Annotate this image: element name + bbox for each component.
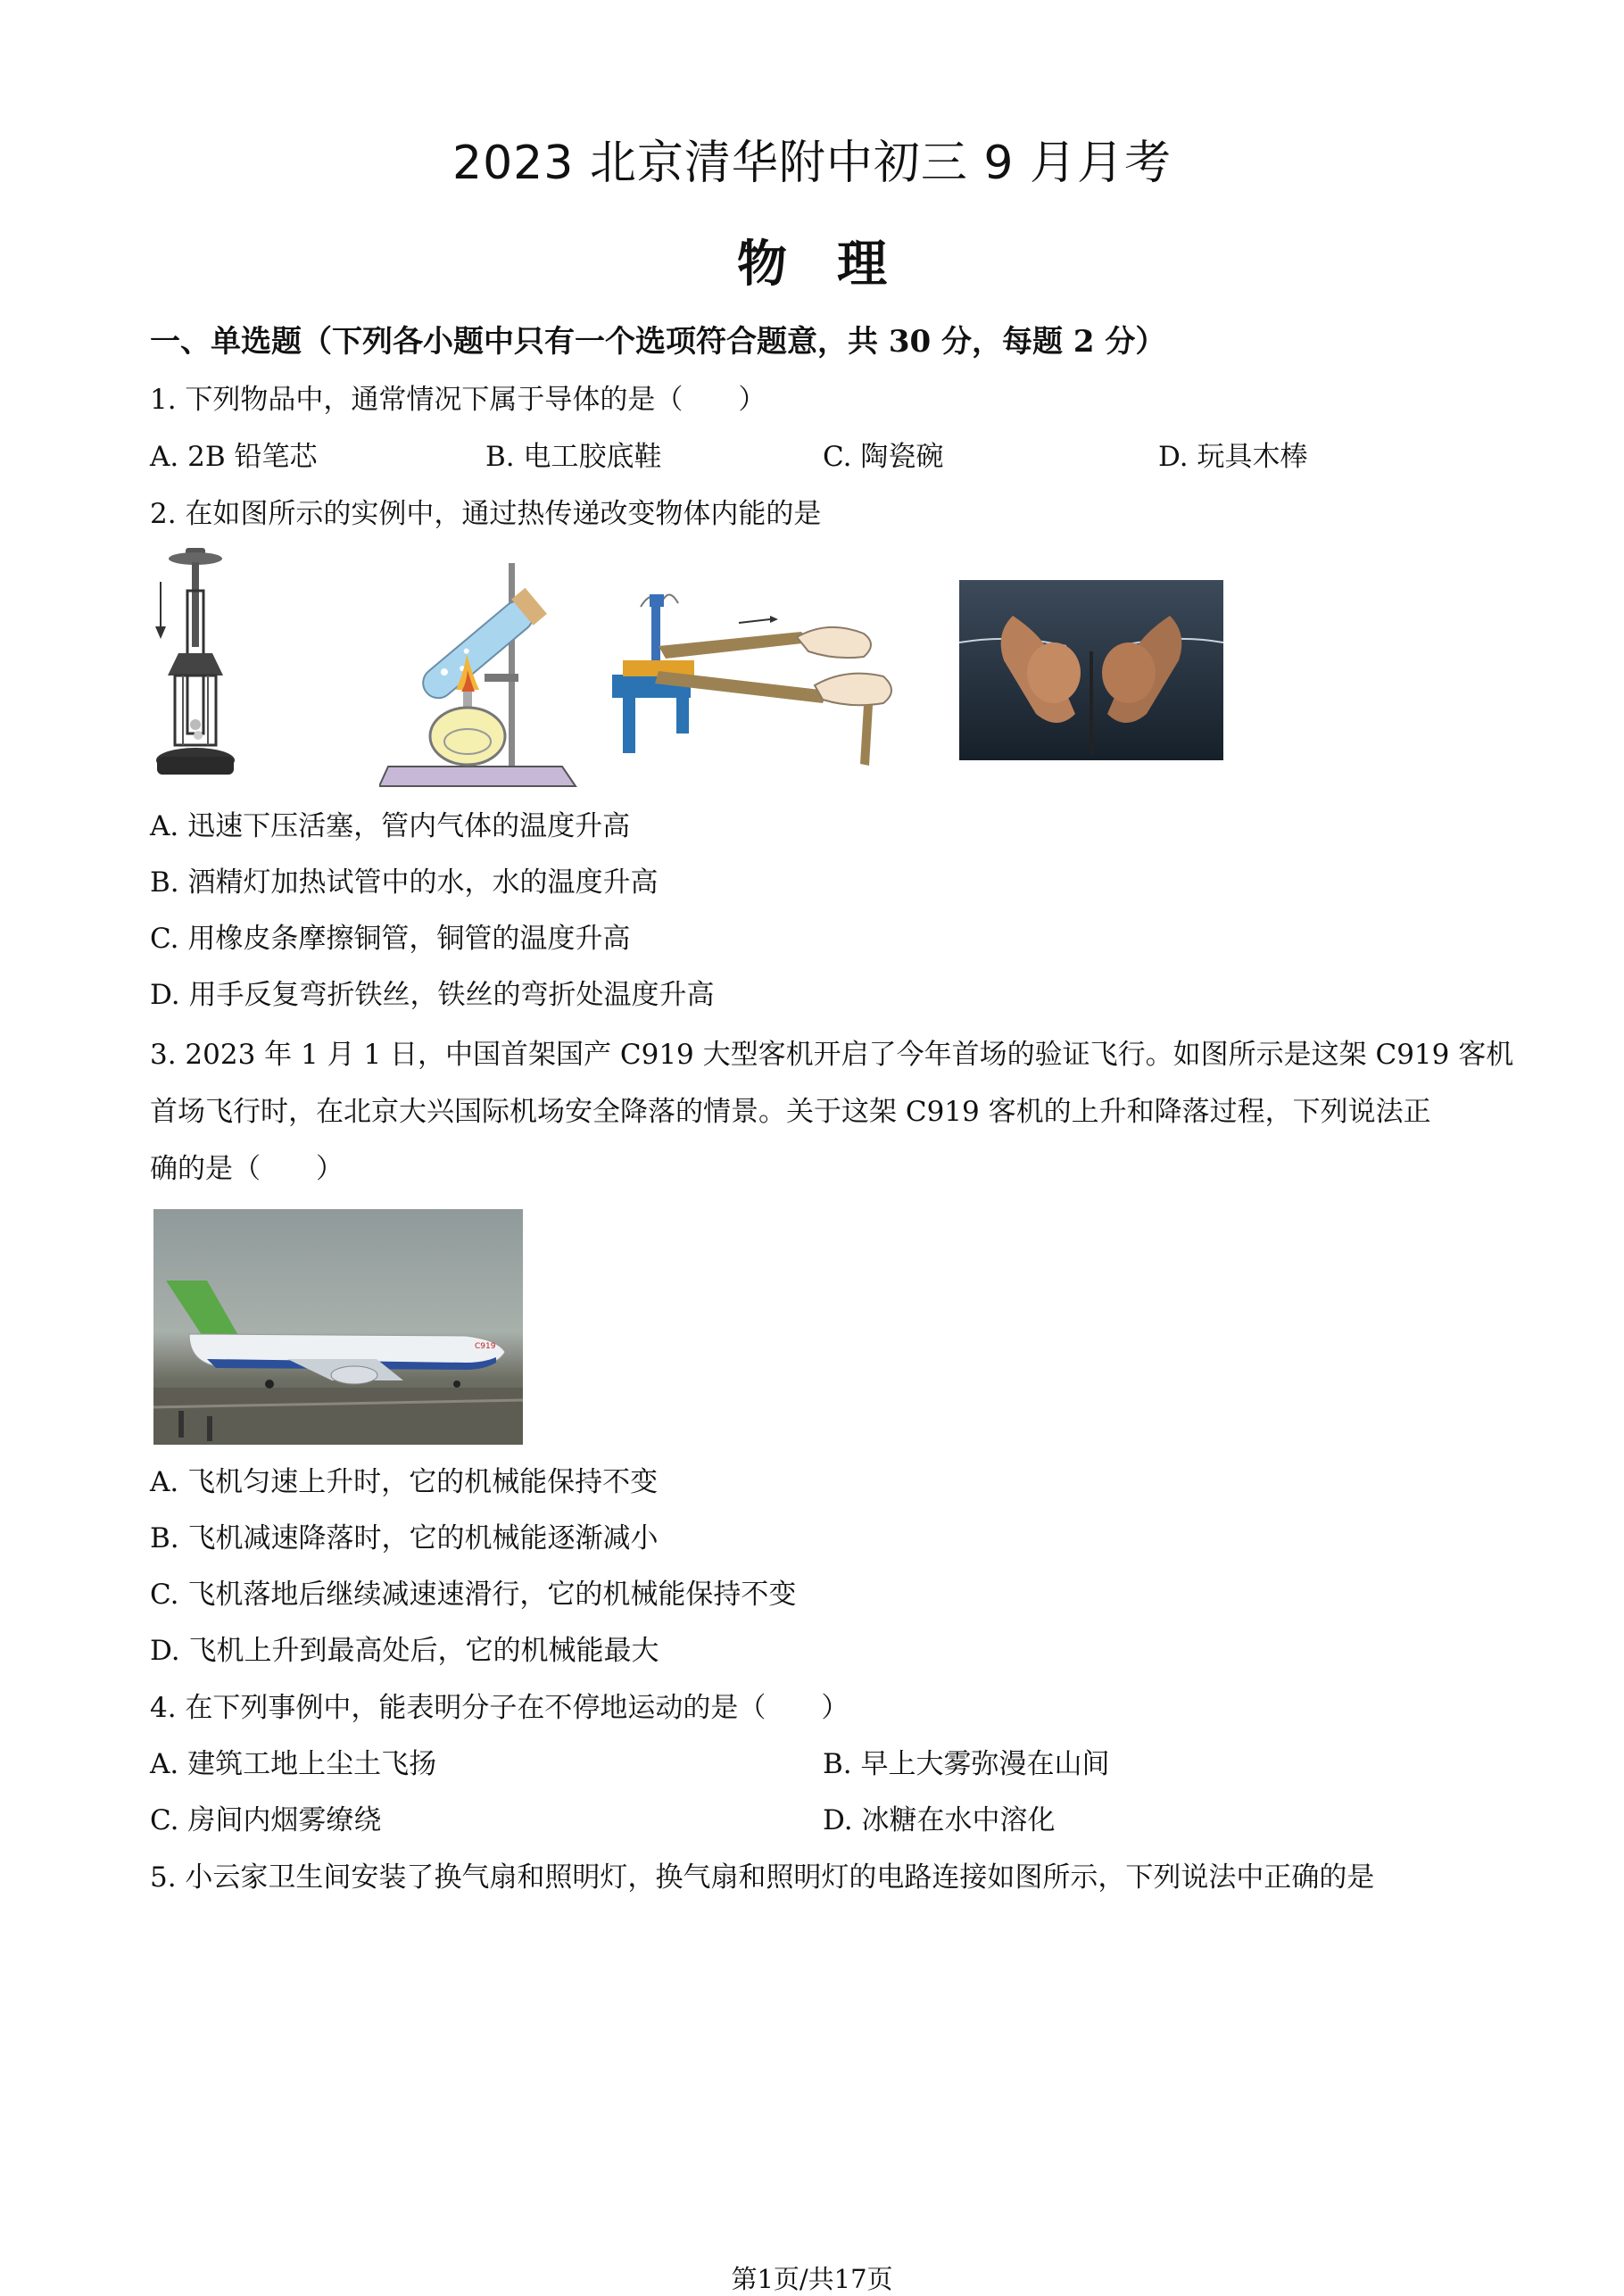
question-4-option-a: A. 建筑工地上尘土飞扬 xyxy=(150,1748,437,1780)
question-2-option-a: A. 迅速下压活塞，管内气体的温度升高 xyxy=(150,810,631,842)
question-1-option-b: B. 电工胶底鞋 xyxy=(485,441,662,473)
question-3-option-c: C. 飞机落地后继续减速速滑行，它的机械能保持不变 xyxy=(150,1579,797,1611)
question-4-option-b: B. 早上大雾弥漫在山间 xyxy=(823,1748,1110,1780)
copper-tube-rubbing-figure xyxy=(605,580,913,769)
piston-syringe-figure xyxy=(143,546,241,789)
question-4-option-d: D. 冰糖在水中溶化 xyxy=(823,1804,1056,1836)
bending-wire-photo xyxy=(959,580,1223,760)
question-3-stem-line-2: 首场飞行时，在北京大兴国际机场安全降落的情景。关于这架 C919 客机的上升和降落过程，下列说法正 xyxy=(150,1096,1431,1128)
question-4-stem: 4. 在下列事例中，能表明分子在不停地运动的是（ ） xyxy=(150,1692,849,1724)
question-3-option-d: D. 飞机上升到最高处后，它的机械能最大 xyxy=(150,1635,659,1667)
subject-title: 物 理 xyxy=(737,236,887,294)
question-2-stem: 2. 在如图所示的实例中，通过热传递改变物体内能的是 xyxy=(150,498,822,530)
question-3-stem-line-1: 3. 2023 年 1 月 1 日，中国首架国产 C919 大型客机开启了今年首场的验证飞行。如图所示是这架 C919 客机 xyxy=(150,1039,1514,1071)
question-1-stem: 1. 下列物品中，通常情况下属于导体的是（ ） xyxy=(150,384,766,416)
question-5-stem: 5. 小云家卫生间安装了换气扇和照明灯，换气扇和照明灯的电路连接如图所示，下列说法中正确的是 xyxy=(150,1861,1375,1894)
page-footer: 第1页/共17页 xyxy=(731,2264,893,2294)
question-1-option-c: C. 陶瓷碗 xyxy=(823,441,944,473)
aircraft-tail-text: C919 xyxy=(475,1342,496,1351)
question-1-option-d: D. 玩具木棒 xyxy=(1158,441,1308,473)
exam-title: 2023 北京清华附中初三 9 月月考 xyxy=(452,137,1172,190)
question-1-option-a: A. 2B 铅笔芯 xyxy=(150,441,318,473)
question-3-option-a: A. 飞机匀速上升时，它的机械能保持不变 xyxy=(150,1466,659,1498)
question-4-option-c: C. 房间内烟雾缭绕 xyxy=(150,1804,382,1836)
question-3-option-b: B. 飞机减速降落时，它的机械能逐渐减小 xyxy=(150,1522,659,1554)
question-2-option-d: D. 用手反复弯折铁丝，铁丝的弯折处温度升高 xyxy=(150,979,715,1011)
question-2-option-c: C. 用橡皮条摩擦铜管，铜管的温度升高 xyxy=(150,923,631,955)
question-2-option-b: B. 酒精灯加热试管中的水，水的温度升高 xyxy=(150,866,659,899)
section-heading: 一、单选题（下列各小题中只有一个选项符合题意，共 30 分，每题 2 分） xyxy=(150,324,1166,360)
question-3-stem-line-3: 确的是（ ） xyxy=(150,1153,344,1185)
alcohol-lamp-figure xyxy=(379,558,580,792)
c919-aircraft-photo xyxy=(153,1209,523,1445)
